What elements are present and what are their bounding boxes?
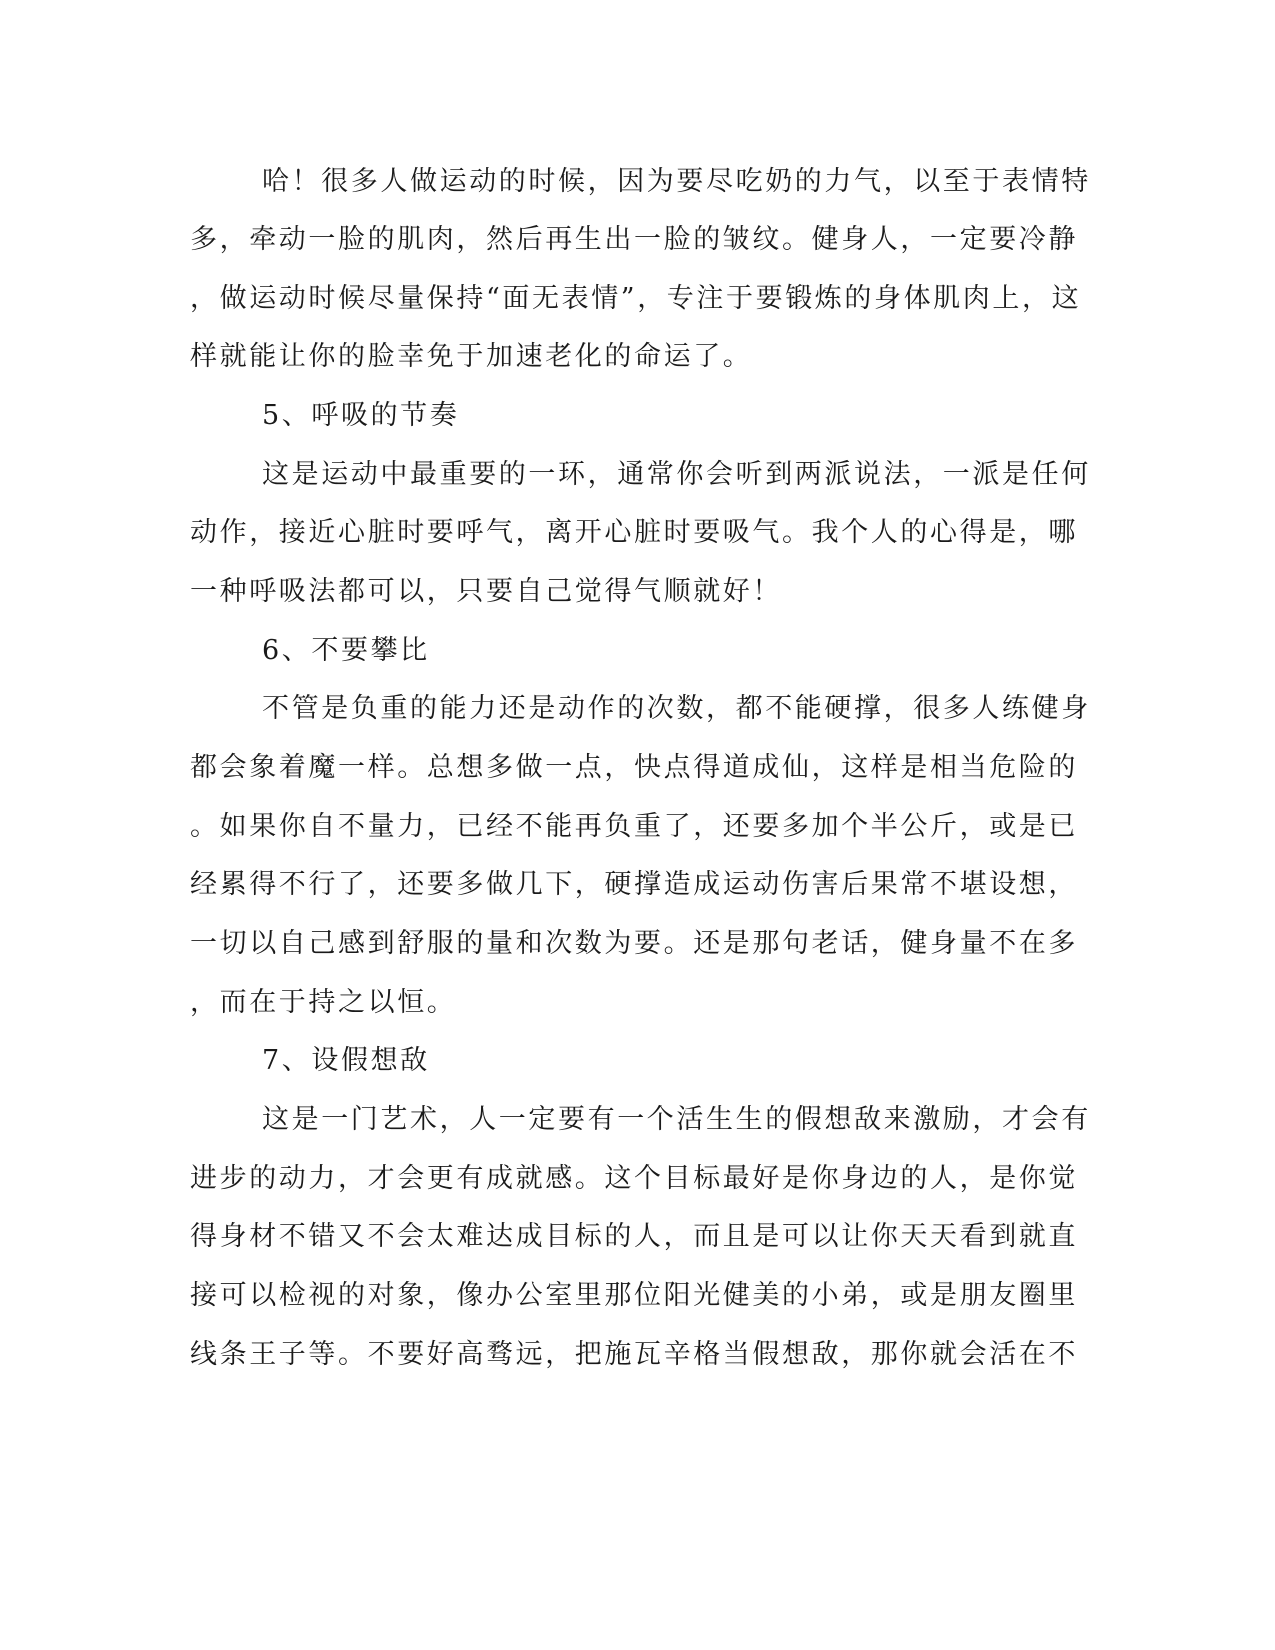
- paragraph-imaginary-rival-line-2: 进步的动力，才会更有成就感。这个目标最好是你身边的人，是你觉: [190, 1163, 1078, 1194]
- paragraph-imaginary-rival-line-1: 这是一门艺术，人一定要有一个活生生的假想敌来激励，才会有: [262, 1104, 1091, 1135]
- paragraph-imaginary-rival-line-4: 接可以检视的对象，像办公室里那位阳光健美的小弟，或是朋友圈里: [190, 1280, 1078, 1311]
- paragraph-no-comparison-line-6: ，而在于持之以恒。: [190, 987, 457, 1018]
- paragraph-breathing-line-2: 动作，接近心脏时要呼气，离开心脏时要吸气。我个人的心得是，哪: [190, 517, 1078, 548]
- paragraph-no-comparison-line-3: 。如果你自不量力，已经不能再负重了，还要多加个半公斤，或是已: [190, 811, 1078, 842]
- paragraph-breathing-line-1: 这是运动中最重要的一环，通常你会听到两派说法，一派是任何: [262, 459, 1091, 490]
- paragraph-facial-expression-line-1: 哈！很多人做运动的时候，因为要尽吃奶的力气，以至于表情特: [262, 166, 1091, 197]
- paragraph-no-comparison-line-4: 经累得不行了，还要多做几下，硬撑造成运动伤害后果常不堪设想，: [190, 869, 1078, 900]
- paragraph-imaginary-rival-line-3: 得身材不错又不会太难达成目标的人，而且是可以让你天天看到就直: [190, 1221, 1078, 1252]
- paragraph-imaginary-rival-line-5: 线条王子等。不要好高骛远，把施瓦辛格当假想敌，那你就会活在不: [190, 1339, 1078, 1370]
- paragraph-facial-expression-line-3: ，做运动时候尽量保持“面无表情”，专注于要锻炼的身体肌肉上，这: [190, 283, 1082, 314]
- paragraph-no-comparison-line-5: 一切以自己感到舒服的量和次数为要。还是那句老话，健身量不在多: [190, 928, 1078, 959]
- paragraph-breathing-line-3: 一种呼吸法都可以，只要自己觉得气顺就好！: [190, 576, 782, 607]
- paragraph-facial-expression-line-2: 多，牵动一脸的肌肉，然后再生出一脸的皱纹。健身人，一定要冷静: [190, 224, 1078, 255]
- paragraph-no-comparison-line-2: 都会象着魔一样。总想多做一点，快点得道成仙，这样是相当危险的: [190, 752, 1078, 783]
- heading-no-comparison: 6、不要攀比: [262, 635, 430, 666]
- paragraph-facial-expression-line-4: 样就能让你的脸幸免于加速老化的命运了。: [190, 341, 753, 372]
- heading-imaginary-rival: 7、设假想敌: [262, 1045, 430, 1076]
- paragraph-no-comparison-line-1: 不管是负重的能力还是动作的次数，都不能硬撑，很多人练健身: [262, 693, 1091, 724]
- heading-breathing-rhythm: 5、呼吸的节奏: [262, 400, 460, 431]
